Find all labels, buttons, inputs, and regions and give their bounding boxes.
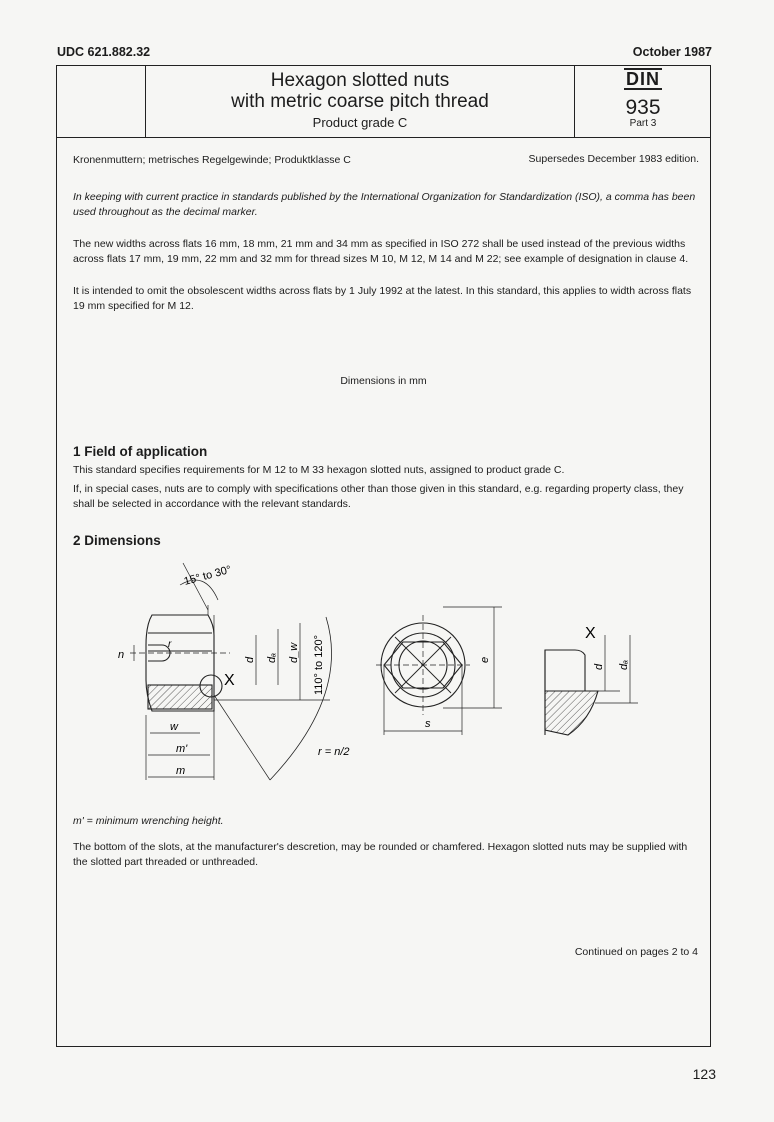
document-title (146, 70, 574, 130)
udc-code: UDC 621.882.32 (57, 45, 151, 59)
page-number: 123 (692, 1066, 716, 1082)
nut-dimension-drawing (90, 555, 690, 790)
din-block (575, 68, 711, 129)
widths-note: The new widths across flats 16 mm, 18 mm, 21 mm and 34 mm as specified in ISO 272 shall be used instead of the previous widths across flats 17 mm, 19 mm, 22 mm and 32 mm for thread sizes M 10, M 12, M 14 and M 22; see example of designation in clause 4. (73, 238, 689, 265)
mprime-definition: m' = minimum wrenching height. (73, 815, 224, 827)
label-s: s (425, 718, 431, 730)
section-1-heading (73, 444, 207, 459)
din-number: 935 (625, 96, 661, 119)
section-1-title: 1 Field of application (73, 444, 208, 459)
slots-note: The bottom of the slots, at the manufacturer's descretion, may be rounded or chamfered. Hexagon slotted nuts may be supplied with the slotted part threaded or unthreaded. (73, 841, 688, 868)
continued-note: Continued on pages 2 to 4 (574, 946, 698, 958)
iso-note: In keeping with current practice in standards published by the International Organization for Standardization (ISO), a comma has been used throughout as the decimal marker. (73, 191, 696, 218)
detail-x-view (545, 635, 638, 735)
section-1-p1: This standard specifies requirements for M 12 to M 33 hexagon slotted nuts, assigned to product grade C. (73, 464, 565, 476)
title-line-2: with metric coarse pitch thread (231, 91, 489, 112)
label-radius: r = n/2 (318, 746, 350, 758)
section-1-p2: If, in special cases, nuts are to comply with specifications other than those given in this standard, e.g. regarding property class, they shall be selected in accordance with the relevant standards. (73, 483, 684, 510)
supersedes-note: Supersedes December 1983 edition. (528, 153, 699, 165)
label-x-detail: X (585, 625, 596, 642)
angle-label-110-120: 110° to 120° (313, 635, 325, 695)
label-da: dₐ (266, 652, 278, 663)
title-line-3: Product grade C (312, 115, 408, 130)
label-da-detail: dₐ (618, 659, 630, 670)
din-part: Part 3 (629, 118, 657, 129)
din-logo: DIN (626, 69, 660, 89)
label-mprime: m' (176, 743, 188, 755)
omit-note: It is intended to omit the obsolescent widths across flats by 1 July 1992 at the latest. In this standard, this applies to width across flats 19 mm specified for M 12. (73, 285, 692, 312)
label-w: w (170, 721, 178, 733)
label-dw: d_w (288, 642, 300, 663)
top-view (376, 607, 502, 735)
german-title: Kronenmuttern; metrisches Regelgewinde; Produktklasse C (73, 154, 351, 166)
label-m: m (176, 765, 186, 777)
title-line-1: Hexagon slotted nuts (270, 70, 450, 91)
section-2-title: 2 Dimensions (73, 533, 161, 548)
label-d-detail: d (593, 663, 605, 670)
label-d: d (244, 656, 256, 663)
dimensions-label: Dimensions in mm (340, 375, 427, 387)
label-r: r (168, 639, 172, 650)
section-2-heading (73, 533, 161, 548)
label-e: e (479, 656, 491, 663)
label-n: n (118, 649, 125, 661)
issue-date: October 1987 (632, 45, 712, 59)
label-x-side: X (224, 672, 235, 689)
angle-label-15-30: 15° to 30° (182, 563, 233, 588)
